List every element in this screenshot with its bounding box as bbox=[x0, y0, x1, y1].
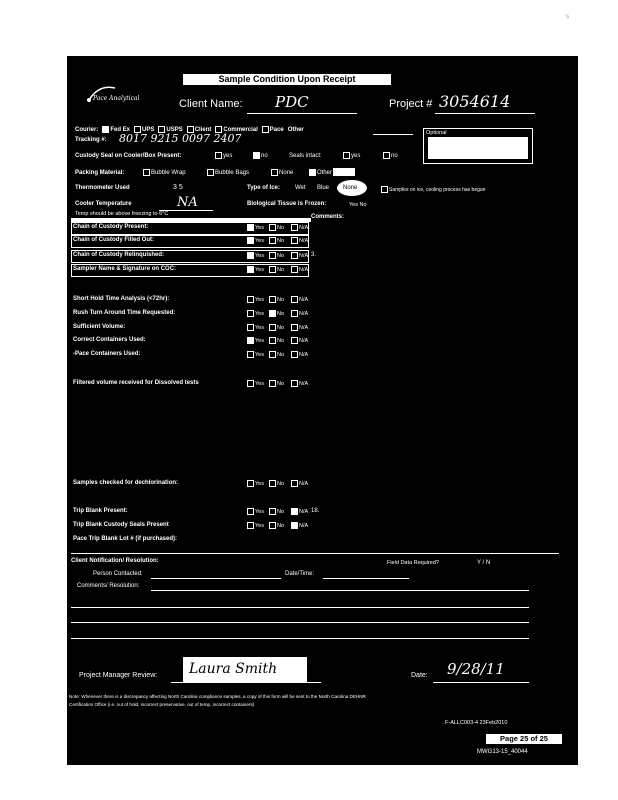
pm-signature-line bbox=[171, 682, 321, 683]
seals-intact-no-label: no bbox=[391, 153, 398, 160]
checklist-na-label: N/A bbox=[299, 310, 309, 317]
checked-box-icon bbox=[291, 508, 298, 515]
courier-commercial-label: Commercial bbox=[223, 126, 258, 133]
pace-logo bbox=[81, 82, 151, 106]
checkbox-icon bbox=[291, 351, 298, 358]
checklist-yes-label: Yes bbox=[255, 266, 264, 273]
checkbox-icon bbox=[269, 296, 276, 303]
comments-line-2 bbox=[71, 607, 529, 608]
checked-box-icon bbox=[102, 126, 109, 133]
pace-logo-text: Pace Analytical bbox=[93, 95, 140, 102]
checklist-yes-label: Yes bbox=[255, 324, 264, 331]
checklist-no-checkbox[interactable] bbox=[269, 224, 284, 231]
packing-bubble-wrap-label: Bubble Wrap bbox=[151, 170, 186, 177]
checklist-item-label: Trip Blank Custody Seals Present bbox=[73, 522, 169, 528]
checklist-item-label: Sampler Name & Signature on COC: bbox=[73, 266, 177, 272]
checkbox-icon bbox=[269, 522, 276, 529]
checklist-na-checkbox[interactable] bbox=[291, 296, 308, 303]
custody-seal-yes-checkbox[interactable] bbox=[215, 152, 232, 159]
packing-other-redaction bbox=[333, 168, 355, 176]
checklist-yes-checkbox[interactable] bbox=[247, 237, 264, 244]
seals-intact-label: Seals intact: bbox=[289, 153, 322, 159]
checklist-no-checkbox[interactable] bbox=[269, 252, 284, 259]
comments-label: Comments: bbox=[311, 214, 345, 220]
optional-label: Optional bbox=[426, 130, 447, 136]
page-number-box bbox=[485, 733, 563, 745]
checklist-no-checkbox[interactable] bbox=[269, 296, 284, 303]
checklist-yes-label: Yes bbox=[255, 380, 264, 387]
note-line-1: Note: Whenever there is a discrepancy affecting North Carolina compliance samples, a copy of this form will be sent to the North Carolina DEHNR bbox=[69, 694, 366, 699]
courier-label: Courier: bbox=[75, 126, 99, 133]
checklist-item-label: Chain of Custody Present: bbox=[73, 224, 149, 230]
checklist-yes-label: Yes bbox=[255, 351, 264, 358]
checkbox-icon bbox=[291, 480, 298, 487]
courier-other-label: Other bbox=[287, 126, 304, 133]
project-number-line bbox=[435, 113, 535, 114]
checklist-no-label: No bbox=[277, 310, 285, 317]
checklist-na-label: N/A bbox=[299, 480, 309, 487]
pm-date-line bbox=[433, 682, 529, 683]
pm-review-label: Project Manager Review: bbox=[79, 672, 158, 679]
checklist-na-checkbox[interactable] bbox=[291, 266, 308, 273]
comments-resolution-label: Comments/ Resolution: bbox=[77, 583, 140, 589]
bio-tissue-label: Biological Tissue is Frozen: bbox=[247, 201, 327, 207]
courier-ups-label: UPS bbox=[142, 126, 155, 133]
courier-fedex-label: Fed Ex bbox=[110, 126, 131, 133]
checklist-na-label: N/A bbox=[299, 522, 309, 529]
checklist-na-label: N/A bbox=[299, 237, 309, 244]
ice-wet-label: Wet bbox=[295, 185, 306, 191]
checklist-item-label: Filtered volume received for Dissolved tests bbox=[73, 380, 199, 386]
checklist-no-label: No bbox=[277, 508, 285, 515]
checklist-no-label: No bbox=[277, 351, 285, 358]
thermometer-value: 3 5 bbox=[173, 184, 183, 191]
checklist-yes-checkbox[interactable] bbox=[247, 266, 264, 273]
checkbox-icon bbox=[269, 337, 276, 344]
checked-box-icon bbox=[291, 522, 298, 529]
checklist-no-checkbox[interactable] bbox=[269, 337, 284, 344]
thermometer-label: Thermometer Used bbox=[75, 185, 130, 191]
checklist-na-label: N/A bbox=[299, 508, 309, 515]
checklist-na-checkbox[interactable] bbox=[291, 252, 308, 259]
packing-bubble-bags-label: Bubble Bags bbox=[215, 170, 250, 177]
checked-box-icon bbox=[247, 237, 254, 244]
checklist-na-label: N/A bbox=[299, 224, 309, 231]
optional-redaction bbox=[428, 137, 528, 159]
checkbox-icon bbox=[291, 337, 298, 344]
checklist-na-checkbox[interactable] bbox=[291, 508, 308, 515]
checklist-na-checkbox[interactable] bbox=[291, 237, 308, 244]
bio-tissue-options: Yes No bbox=[349, 202, 367, 208]
client-name-label: Client Name: bbox=[179, 98, 243, 110]
checkbox-icon bbox=[247, 324, 254, 331]
custody-seal-yes-label: yes bbox=[223, 153, 233, 160]
checkbox-icon bbox=[291, 310, 298, 317]
checklist-no-checkbox[interactable] bbox=[269, 310, 284, 317]
person-contacted-label: Person Contacted: bbox=[93, 571, 143, 577]
checkbox-icon bbox=[269, 380, 276, 387]
checkbox-icon bbox=[291, 252, 298, 259]
checklist-yes-label: Yes bbox=[255, 252, 264, 259]
checklist-na-label: N/A bbox=[299, 337, 309, 344]
seals-intact-yes-label: yes bbox=[351, 153, 361, 160]
pm-signature-box bbox=[183, 657, 307, 683]
courier-other-line bbox=[373, 134, 413, 135]
project-label: Project # bbox=[389, 98, 433, 110]
custody-seal-no-label: no bbox=[261, 153, 268, 160]
checklist-yes-label: Yes bbox=[255, 508, 264, 515]
checklist-na-checkbox[interactable] bbox=[291, 380, 308, 387]
checkbox-icon bbox=[291, 266, 298, 273]
checklist-no-label: No bbox=[277, 252, 285, 259]
checkbox-icon bbox=[269, 224, 276, 231]
comments-line-1 bbox=[151, 590, 529, 591]
checkbox-icon bbox=[269, 266, 276, 273]
checklist-na-checkbox[interactable] bbox=[291, 480, 308, 487]
cooler-temp-label: Cooler Temperature bbox=[75, 201, 132, 207]
form-title: Sample Condition Upon Receipt bbox=[218, 74, 356, 84]
checklist-no-label: No bbox=[277, 266, 285, 273]
checklist-yes-checkbox[interactable] bbox=[247, 224, 264, 231]
doc-id: MWG13-15_40044 bbox=[477, 749, 528, 755]
checklist-no-checkbox[interactable] bbox=[269, 237, 284, 244]
person-contacted-line bbox=[151, 578, 281, 579]
checkbox-icon bbox=[269, 480, 276, 487]
checklist-no-label: No bbox=[277, 380, 285, 387]
checklist-no-checkbox[interactable] bbox=[269, 266, 284, 273]
checklist-no-label: No bbox=[277, 522, 285, 529]
checklist-yes-label: Yes bbox=[255, 237, 264, 244]
checklist-item-number: 3. bbox=[311, 252, 317, 258]
tracking-number-value: 8017 9215 0097 2407 bbox=[119, 132, 242, 145]
checkbox-icon bbox=[291, 324, 298, 331]
seals-intact-no-checkbox[interactable] bbox=[383, 152, 398, 159]
checkbox-icon bbox=[291, 380, 298, 387]
checkbox-icon bbox=[269, 237, 276, 244]
title-bar bbox=[183, 74, 391, 85]
samples-on-ice-checkbox[interactable] bbox=[381, 186, 485, 193]
checkbox-icon bbox=[291, 237, 298, 244]
courier-pace-label: Pace bbox=[269, 126, 284, 133]
checklist-item-label: Pace Trip Blank Lot # (if purchased): bbox=[73, 536, 178, 542]
checklist-no-checkbox[interactable] bbox=[269, 508, 284, 515]
note-line-2: Certification Office (i.e. out of hold, incorrect preservative, out of temp, incorrect containers) bbox=[69, 702, 255, 707]
packing-none-label: None bbox=[279, 170, 294, 177]
notification-label: Client Notification/ Resolution: bbox=[71, 558, 159, 564]
checklist-yes-checkbox[interactable] bbox=[247, 508, 264, 515]
checklist-item-label: -Pace Containers Used: bbox=[73, 351, 141, 357]
checklist-yes-label: Yes bbox=[255, 337, 264, 344]
project-number-value: 3054614 bbox=[439, 92, 511, 111]
checklist-item-label: Rush Turn Around Time Requested: bbox=[73, 310, 176, 316]
checklist-na-checkbox[interactable] bbox=[291, 351, 308, 358]
checklist-no-checkbox[interactable] bbox=[269, 324, 284, 331]
checklist-item-label: Chain of Custody Relinquished: bbox=[73, 252, 164, 258]
checkbox-icon bbox=[247, 522, 254, 529]
packing-other-label: Other bbox=[317, 170, 333, 177]
page-number: Page 25 of 25 bbox=[500, 734, 548, 743]
corner-mark: s bbox=[566, 14, 569, 20]
checkbox-icon bbox=[247, 380, 254, 387]
notification-divider bbox=[71, 553, 559, 554]
checklist-na-label: N/A bbox=[299, 296, 309, 303]
checklist-yes-label: Yes bbox=[255, 296, 264, 303]
checklist-yes-label: Yes bbox=[255, 224, 264, 231]
packing-bubble-bags-checkbox[interactable] bbox=[207, 169, 249, 176]
checklist-item-label: Samples checked for dechlorination: bbox=[73, 480, 179, 486]
checklist-no-checkbox[interactable] bbox=[269, 351, 284, 358]
ice-type-label: Type of Ice: bbox=[247, 185, 280, 191]
checklist-yes-label: Yes bbox=[255, 480, 264, 487]
condition-form bbox=[67, 56, 578, 765]
checklist-na-checkbox[interactable] bbox=[291, 224, 308, 231]
checkbox-icon bbox=[269, 508, 276, 515]
checklist-na-label: N/A bbox=[299, 380, 309, 387]
comments-line-3 bbox=[71, 622, 529, 623]
packing-other-checkbox[interactable] bbox=[309, 169, 332, 176]
ice-none-label: None bbox=[343, 185, 358, 191]
packing-bubble-wrap-checkbox[interactable] bbox=[143, 169, 186, 176]
checked-box-icon bbox=[247, 252, 254, 259]
optional-box bbox=[423, 128, 533, 164]
pm-date-label: Date: bbox=[411, 672, 428, 679]
checkbox-icon bbox=[269, 252, 276, 259]
tracking-label: Tracking #: bbox=[75, 137, 107, 143]
checklist-yes-checkbox[interactable] bbox=[247, 296, 264, 303]
checklist-na-checkbox[interactable] bbox=[291, 337, 308, 344]
checklist-yes-checkbox[interactable] bbox=[247, 522, 264, 529]
checklist-no-label: No bbox=[277, 237, 285, 244]
courier-usps-label: USPS bbox=[166, 126, 183, 133]
checklist-yes-checkbox[interactable] bbox=[247, 310, 264, 317]
pm-date-value: 9/28/11 bbox=[447, 660, 505, 678]
checked-box-icon bbox=[247, 224, 254, 231]
checklist-yes-checkbox[interactable] bbox=[247, 351, 264, 358]
field-data-label: Field Data Required? bbox=[387, 560, 439, 566]
checklist-item-number: 18. bbox=[311, 508, 320, 514]
seals-intact-yes-checkbox[interactable] bbox=[343, 152, 360, 159]
checklist-no-label: No bbox=[277, 296, 285, 303]
checkbox-icon bbox=[247, 480, 254, 487]
checklist-yes-checkbox[interactable] bbox=[247, 337, 264, 344]
checkbox-icon bbox=[269, 324, 276, 331]
client-name-line bbox=[247, 113, 357, 114]
checkbox-icon bbox=[247, 508, 254, 515]
pace-logo-mark-icon bbox=[81, 82, 151, 106]
checklist-yes-checkbox[interactable] bbox=[247, 480, 264, 487]
checklist-yes-checkbox[interactable] bbox=[247, 252, 264, 259]
checklist-no-checkbox[interactable] bbox=[269, 522, 284, 529]
checklist-na-label: N/A bbox=[299, 252, 309, 259]
checklist-yes-checkbox[interactable] bbox=[247, 380, 264, 387]
checked-box-icon bbox=[269, 310, 276, 317]
checklist-na-checkbox[interactable] bbox=[291, 324, 308, 331]
checklist-no-label: No bbox=[277, 337, 285, 344]
checkbox-icon bbox=[291, 296, 298, 303]
checklist-no-label: No bbox=[277, 324, 285, 331]
client-name-value: PDC bbox=[275, 93, 309, 111]
courier-pace-checkbox[interactable] bbox=[262, 126, 284, 133]
checklist-item-label: Short Hold Time Analysis (<72hr): bbox=[73, 296, 170, 302]
packing-none-checkbox[interactable] bbox=[271, 169, 293, 176]
checklist-no-checkbox[interactable] bbox=[269, 480, 284, 487]
samples-on-ice-label: Samples on ice, cooling process has begun bbox=[389, 187, 486, 194]
checklist-no-label: No bbox=[277, 224, 285, 231]
checked-box-icon bbox=[247, 266, 254, 273]
checklist-no-label: No bbox=[277, 480, 285, 487]
courier-client-label: Client bbox=[194, 126, 212, 133]
checkbox-icon bbox=[247, 296, 254, 303]
checklist-na-label: N/A bbox=[299, 266, 309, 273]
checkbox-icon bbox=[291, 224, 298, 231]
checklist-na-label: N/A bbox=[299, 324, 309, 331]
date-time-label: Date/Time: bbox=[285, 571, 315, 577]
comments-line-4 bbox=[71, 638, 529, 639]
checklist-yes-checkbox[interactable] bbox=[247, 324, 264, 331]
temp-note: Temp should be above freezing to 6°C bbox=[75, 211, 169, 217]
pm-signature: Laura Smith bbox=[189, 661, 278, 677]
checklist-na-checkbox[interactable] bbox=[291, 522, 308, 529]
checklist-na-label: N/A bbox=[299, 351, 309, 358]
checklist-item-label: Chain of Custody Filled Out: bbox=[73, 237, 154, 243]
checkbox-icon bbox=[247, 351, 254, 358]
checklist-yes-label: Yes bbox=[255, 522, 264, 529]
checked-box-icon bbox=[247, 337, 254, 344]
form-id: F-ALLC003-4 23Feb2010 bbox=[445, 720, 508, 726]
checklist-item-label: Trip Blank Present: bbox=[73, 508, 128, 514]
checklist-yes-label: Yes bbox=[255, 310, 264, 317]
checkbox-icon bbox=[269, 351, 276, 358]
checklist-no-checkbox[interactable] bbox=[269, 380, 284, 387]
checklist-item-label: Sufficient Volume: bbox=[73, 324, 126, 330]
custody-seal-label: Custody Seal on Cooler/Box Present: bbox=[75, 153, 182, 159]
cooler-temp-value: NA bbox=[177, 195, 198, 210]
field-data-yn: Y / N bbox=[477, 560, 491, 566]
checklist-item-label: Correct Containers Used: bbox=[73, 337, 146, 343]
checkbox-icon bbox=[247, 310, 254, 317]
checklist-na-checkbox[interactable] bbox=[291, 310, 308, 317]
packing-label: Packing Material: bbox=[75, 170, 125, 176]
custody-seal-no-checkbox[interactable] bbox=[253, 152, 268, 159]
date-time-line bbox=[323, 578, 409, 579]
ice-blue-label: Blue bbox=[317, 185, 330, 191]
